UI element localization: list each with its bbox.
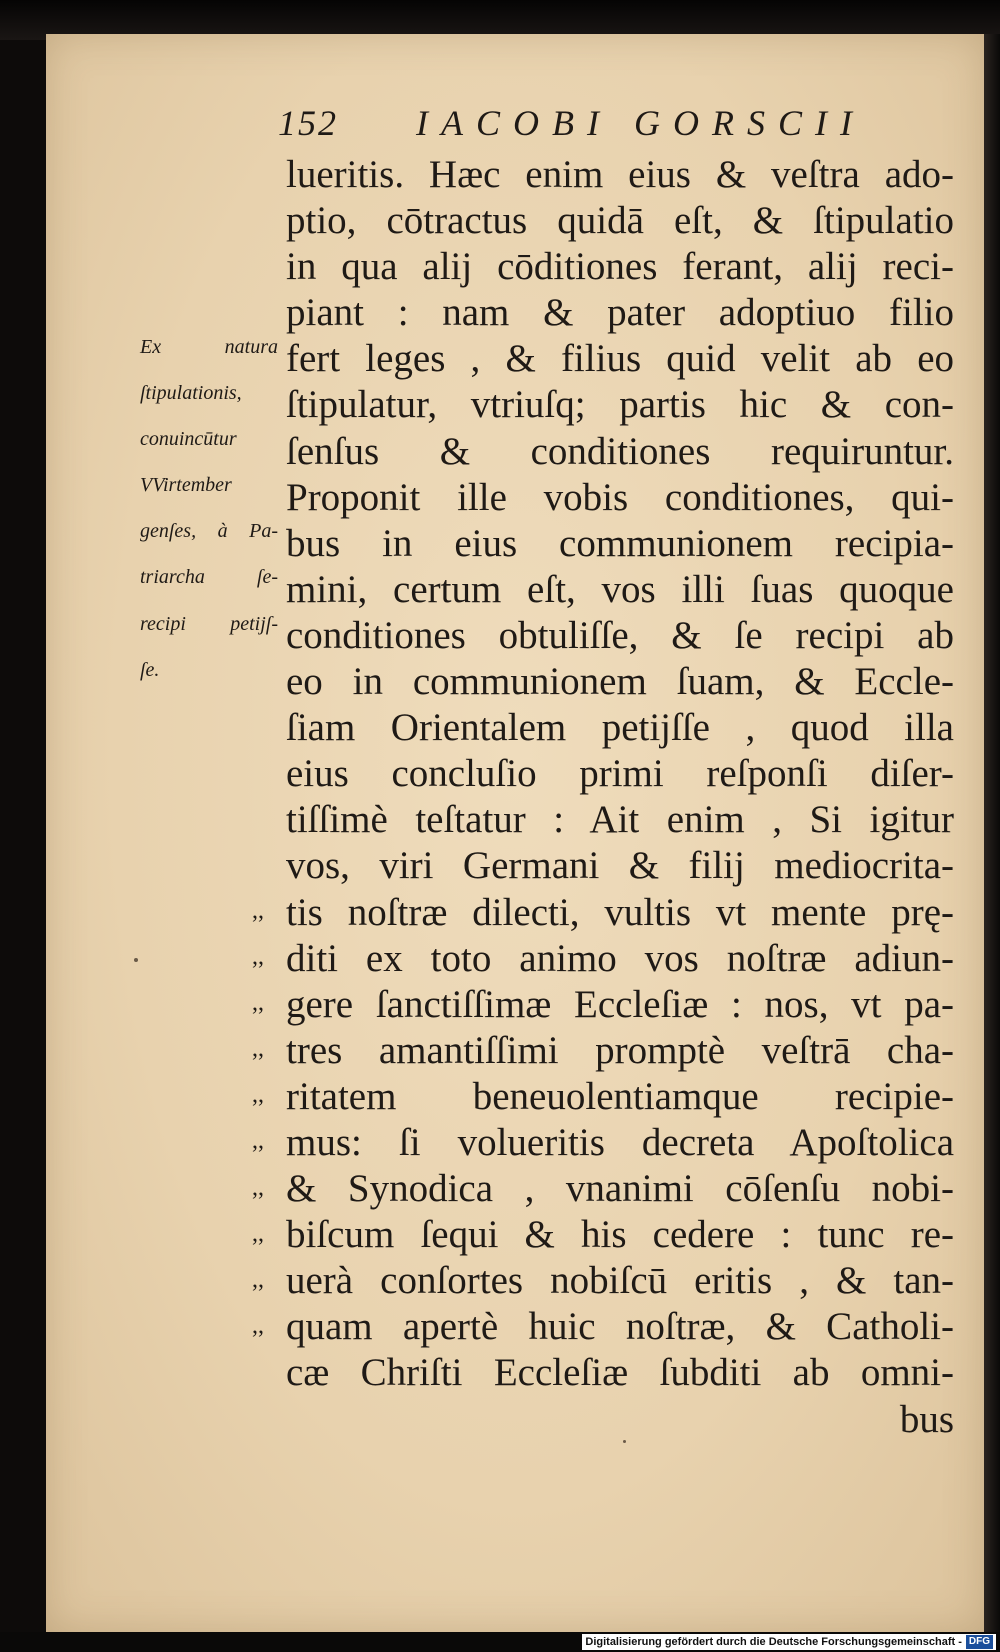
text-line: quam apertè huic noſtræ, & Catholi- bbox=[286, 1305, 954, 1349]
page-number: 152 bbox=[278, 103, 338, 143]
quotation-marks-column bbox=[252, 888, 286, 1349]
quote-mark: ,, bbox=[252, 1312, 264, 1339]
quote-mark: ,, bbox=[252, 990, 264, 1017]
text-line: tres amantiſſimi promptè veſtrā cha- bbox=[286, 1028, 954, 1072]
text-line: conditiones obtuliſſe, & ſe recipi ab bbox=[286, 613, 954, 657]
marginal-note-line: genſes, à Pa- bbox=[140, 520, 278, 543]
text-line: bus in eius communionem recipia- bbox=[286, 521, 954, 565]
page-edge-shadow bbox=[984, 34, 1000, 1632]
text-line: & Synodica , vnanimi cōſenſu nobi- bbox=[286, 1167, 954, 1211]
catchword: bus bbox=[899, 1397, 954, 1441]
text-line: biſcum ſequi & his cedere : tunc re- bbox=[286, 1213, 954, 1257]
quote-mark: ,, bbox=[252, 1266, 264, 1293]
text-line: in qua alij cōditiones ferant, alij reci- bbox=[286, 245, 954, 289]
running-title: IACOBI GORSCII bbox=[416, 103, 865, 143]
marginal-note-line: ſe. bbox=[140, 658, 160, 681]
text-line: cæ Chriſti Eccleſiæ ſubditi ab omni- bbox=[286, 1351, 954, 1395]
quote-mark: ,, bbox=[252, 898, 264, 924]
paper-speck bbox=[623, 1440, 626, 1443]
quote-mark: ,, bbox=[252, 1036, 264, 1063]
digitization-credit bbox=[582, 1634, 996, 1650]
marginal-note-line: Ex natura bbox=[140, 336, 278, 358]
quote-mark: ,, bbox=[252, 1082, 264, 1109]
text-line: ſenſus & conditiones requiruntur. bbox=[286, 429, 954, 473]
marginal-note-line: triarcha ſe- bbox=[140, 566, 278, 589]
text-line: ſtipulatur, vtriuſq; partis hic & con- bbox=[286, 383, 954, 427]
text-line: piant : nam & pater adoptiuo filio bbox=[286, 291, 954, 335]
main-text-block bbox=[286, 152, 954, 1443]
text-line: uerà conſortes nobiſcū eritis , & tan- bbox=[286, 1259, 954, 1303]
text-line: gere ſanctiſſimæ Eccleſiæ : nos, vt pa- bbox=[286, 982, 954, 1026]
paper-speck bbox=[134, 958, 138, 962]
text-line: eius concluſio primi reſponſi diſer- bbox=[286, 752, 954, 796]
text-line: diti ex toto animo vos noſtræ adiun- bbox=[286, 936, 954, 980]
text-line: tis noſtræ dilecti, vultis vt mente prę- bbox=[286, 890, 954, 934]
dfg-logo-icon: DFG bbox=[966, 1635, 993, 1649]
text-line: ritatem beneuolentiamque recipie- bbox=[286, 1074, 954, 1118]
marginal-note-line: VVirtember bbox=[140, 474, 232, 497]
text-line: ſiam Orientalem petijſſe , quod illa bbox=[286, 706, 954, 750]
quote-mark: ,, bbox=[252, 1220, 264, 1247]
quote-mark: ,, bbox=[252, 1174, 264, 1201]
marginal-note-line: ſtipulationis, bbox=[140, 382, 242, 405]
text-line: eo in communionem ſuam, & Eccle- bbox=[286, 660, 954, 704]
page-header bbox=[278, 98, 865, 148]
credit-text: Digitalisierung gefördert durch die Deutsche Forschungsgemeinschaft - bbox=[585, 1636, 962, 1648]
text-line: ptio, cōtractus quidā eſt, & ſtipulatio bbox=[286, 199, 954, 243]
text-line: lueritis. Hæc enim eius & veſtra ado- bbox=[286, 153, 954, 196]
marginal-note bbox=[140, 324, 278, 693]
text-line: tiſſimè teſtatur : Ait enim , Si igitur bbox=[286, 798, 954, 842]
text-line: fert leges , & filius quid velit ab eo bbox=[286, 337, 954, 381]
text-line: Proponit ille vobis conditiones, qui- bbox=[286, 475, 954, 519]
text-line: mini, certum eſt, vos illi ſuas quoque bbox=[286, 567, 954, 611]
marginal-note-line: recipi petijſ- bbox=[140, 612, 278, 635]
text-line: vos, viri Germani & filij mediocrita- bbox=[286, 844, 954, 888]
marginal-note-line: conuincūtur bbox=[140, 428, 237, 451]
quote-mark: ,, bbox=[252, 1128, 264, 1155]
quote-mark: ,, bbox=[252, 944, 264, 971]
text-line: mus: ſi volueritis decreta Apoſtolica bbox=[286, 1120, 954, 1164]
